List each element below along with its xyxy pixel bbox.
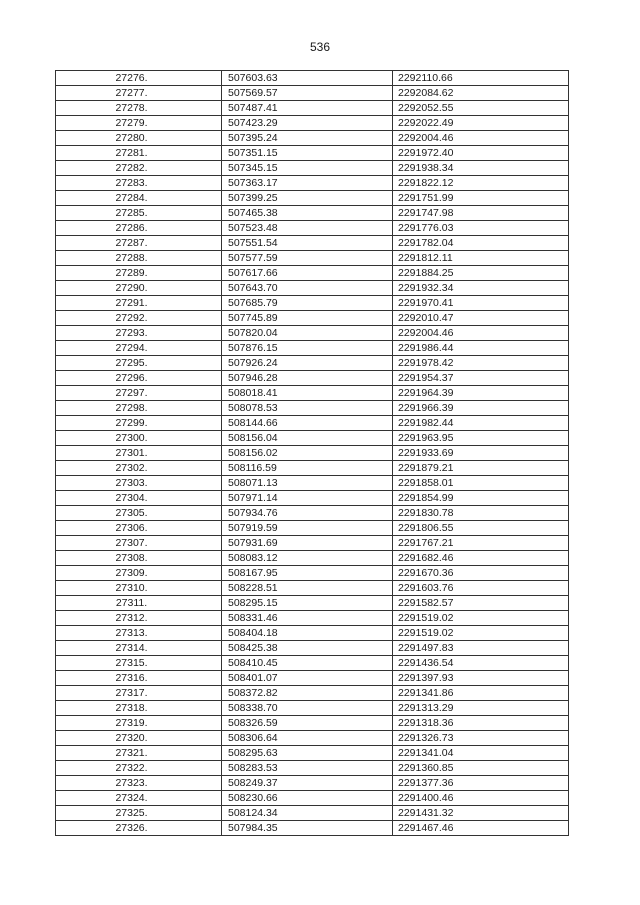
y-coordinate-cell: 2291318.36: [393, 716, 569, 731]
table-row: [56, 521, 569, 536]
point-id-cell: 27295.: [56, 356, 222, 371]
y-coordinate-cell: 2291858.01: [393, 476, 569, 491]
x-coordinate-cell: 508167.95: [222, 566, 393, 581]
y-coordinate-cell: 2292004.46: [393, 326, 569, 341]
table-row: [56, 386, 569, 401]
point-id-cell: 27326.: [56, 821, 222, 836]
point-id-cell: 27305.: [56, 506, 222, 521]
y-coordinate-cell: 2291603.76: [393, 581, 569, 596]
point-id-cell: 27289.: [56, 266, 222, 281]
y-coordinate-cell: 2291377.36: [393, 776, 569, 791]
point-id-cell: 27324.: [56, 791, 222, 806]
point-id-cell: 27294.: [56, 341, 222, 356]
point-id-cell: 27281.: [56, 146, 222, 161]
x-coordinate-cell: 507931.69: [222, 536, 393, 551]
point-id-cell: 27313.: [56, 626, 222, 641]
y-coordinate-cell: 2291397.93: [393, 671, 569, 686]
table-row: [56, 566, 569, 581]
page-number: 536: [309, 40, 331, 54]
point-id-cell: 27284.: [56, 191, 222, 206]
point-id-cell: 27311.: [56, 596, 222, 611]
table-row: [56, 311, 569, 326]
point-id-cell: 27301.: [56, 446, 222, 461]
x-coordinate-cell: 508228.51: [222, 581, 393, 596]
y-coordinate-cell: 2291884.25: [393, 266, 569, 281]
table-row: [56, 266, 569, 281]
y-coordinate-cell: 2291519.02: [393, 611, 569, 626]
point-id-cell: 27296.: [56, 371, 222, 386]
table-row: [56, 671, 569, 686]
point-id-cell: 27304.: [56, 491, 222, 506]
y-coordinate-cell: 2292004.46: [393, 131, 569, 146]
x-coordinate-cell: 508410.45: [222, 656, 393, 671]
table-row: [56, 161, 569, 176]
x-coordinate-cell: 508372.82: [222, 686, 393, 701]
table-row: [56, 611, 569, 626]
table-row: [56, 101, 569, 116]
point-id-cell: 27321.: [56, 746, 222, 761]
table-row: [56, 281, 569, 296]
y-coordinate-cell: 2291751.99: [393, 191, 569, 206]
x-coordinate-cell: 507569.57: [222, 86, 393, 101]
x-coordinate-cell: 508306.64: [222, 731, 393, 746]
point-id-cell: 27286.: [56, 221, 222, 236]
x-coordinate-cell: 507820.04: [222, 326, 393, 341]
y-coordinate-cell: 2291341.04: [393, 746, 569, 761]
point-id-cell: 27276.: [56, 71, 222, 86]
point-id-cell: 27291.: [56, 296, 222, 311]
table-row: [56, 236, 569, 251]
x-coordinate-cell: 507345.15: [222, 161, 393, 176]
x-coordinate-cell: 508295.15: [222, 596, 393, 611]
point-id-cell: 27310.: [56, 581, 222, 596]
table-row: [56, 641, 569, 656]
y-coordinate-cell: 2291670.36: [393, 566, 569, 581]
x-coordinate-cell: 508249.37: [222, 776, 393, 791]
table-row: [56, 476, 569, 491]
y-coordinate-cell: 2291782.04: [393, 236, 569, 251]
y-coordinate-cell: 2291360.85: [393, 761, 569, 776]
x-coordinate-cell: 507399.25: [222, 191, 393, 206]
y-coordinate-cell: 2291313.29: [393, 701, 569, 716]
table-row: [56, 221, 569, 236]
x-coordinate-cell: 507876.15: [222, 341, 393, 356]
y-coordinate-cell: 2291982.44: [393, 416, 569, 431]
y-coordinate-cell: 2291582.57: [393, 596, 569, 611]
x-coordinate-cell: 508331.46: [222, 611, 393, 626]
point-id-cell: 27280.: [56, 131, 222, 146]
x-coordinate-cell: 508144.66: [222, 416, 393, 431]
point-id-cell: 27319.: [56, 716, 222, 731]
table-row: [56, 491, 569, 506]
point-id-cell: 27314.: [56, 641, 222, 656]
y-coordinate-cell: 2292022.49: [393, 116, 569, 131]
point-id-cell: 27320.: [56, 731, 222, 746]
x-coordinate-cell: 508295.63: [222, 746, 393, 761]
table-row: [56, 71, 569, 86]
y-coordinate-cell: 2291341.86: [393, 686, 569, 701]
table-row: [56, 131, 569, 146]
table-row: [56, 686, 569, 701]
y-coordinate-cell: 2291431.32: [393, 806, 569, 821]
x-coordinate-cell: 507523.48: [222, 221, 393, 236]
point-id-cell: 27318.: [56, 701, 222, 716]
point-id-cell: 27293.: [56, 326, 222, 341]
table-row: [56, 461, 569, 476]
table-row: [56, 551, 569, 566]
table-row: [56, 821, 569, 836]
x-coordinate-cell: 507971.14: [222, 491, 393, 506]
table-row: [56, 416, 569, 431]
table-row: [56, 431, 569, 446]
x-coordinate-cell: 508401.07: [222, 671, 393, 686]
point-id-cell: 27290.: [56, 281, 222, 296]
y-coordinate-cell: 2291964.39: [393, 386, 569, 401]
y-coordinate-cell: 2291436.54: [393, 656, 569, 671]
x-coordinate-cell: 508124.34: [222, 806, 393, 821]
x-coordinate-cell: 507487.41: [222, 101, 393, 116]
x-coordinate-cell: 507934.76: [222, 506, 393, 521]
table-row: [56, 776, 569, 791]
point-id-cell: 27288.: [56, 251, 222, 266]
x-coordinate-cell: 508116.59: [222, 461, 393, 476]
y-coordinate-cell: 2291954.37: [393, 371, 569, 386]
y-coordinate-cell: 2291326.73: [393, 731, 569, 746]
point-id-cell: 27297.: [56, 386, 222, 401]
x-coordinate-cell: 507551.54: [222, 236, 393, 251]
point-id-cell: 27302.: [56, 461, 222, 476]
coordinates-table: [55, 70, 569, 836]
table-row: [56, 176, 569, 191]
y-coordinate-cell: 2291972.40: [393, 146, 569, 161]
point-id-cell: 27298.: [56, 401, 222, 416]
x-coordinate-cell: 508283.53: [222, 761, 393, 776]
y-coordinate-cell: 2291519.02: [393, 626, 569, 641]
point-id-cell: 27312.: [56, 611, 222, 626]
point-id-cell: 27323.: [56, 776, 222, 791]
x-coordinate-cell: 507603.63: [222, 71, 393, 86]
x-coordinate-cell: 507351.15: [222, 146, 393, 161]
table-body: [56, 71, 569, 836]
point-id-cell: 27309.: [56, 566, 222, 581]
x-coordinate-cell: 508230.66: [222, 791, 393, 806]
point-id-cell: 27278.: [56, 101, 222, 116]
x-coordinate-cell: 508404.18: [222, 626, 393, 641]
y-coordinate-cell: 2291767.21: [393, 536, 569, 551]
point-id-cell: 27316.: [56, 671, 222, 686]
y-coordinate-cell: 2291932.34: [393, 281, 569, 296]
point-id-cell: 27303.: [56, 476, 222, 491]
y-coordinate-cell: 2291830.78: [393, 506, 569, 521]
y-coordinate-cell: 2292110.66: [393, 71, 569, 86]
x-coordinate-cell: 508326.59: [222, 716, 393, 731]
point-id-cell: 27277.: [56, 86, 222, 101]
table-row: [56, 326, 569, 341]
x-coordinate-cell: 507363.17: [222, 176, 393, 191]
x-coordinate-cell: 507984.35: [222, 821, 393, 836]
x-coordinate-cell: 507926.24: [222, 356, 393, 371]
point-id-cell: 27285.: [56, 206, 222, 221]
table-row: [56, 401, 569, 416]
y-coordinate-cell: 2291497.83: [393, 641, 569, 656]
table-row: [56, 251, 569, 266]
x-coordinate-cell: 508018.41: [222, 386, 393, 401]
table-row: [56, 371, 569, 386]
x-coordinate-cell: 507423.29: [222, 116, 393, 131]
y-coordinate-cell: 2291812.11: [393, 251, 569, 266]
x-coordinate-cell: 508425.38: [222, 641, 393, 656]
x-coordinate-cell: 508156.04: [222, 431, 393, 446]
table-row: [56, 356, 569, 371]
point-id-cell: 27322.: [56, 761, 222, 776]
table-row: [56, 716, 569, 731]
table-row: [56, 191, 569, 206]
x-coordinate-cell: 507577.59: [222, 251, 393, 266]
y-coordinate-cell: 2292084.62: [393, 86, 569, 101]
point-id-cell: 27283.: [56, 176, 222, 191]
y-coordinate-cell: 2291879.21: [393, 461, 569, 476]
point-id-cell: 27315.: [56, 656, 222, 671]
table-row: [56, 536, 569, 551]
table-row: [56, 581, 569, 596]
y-coordinate-cell: 2291747.98: [393, 206, 569, 221]
point-id-cell: 27306.: [56, 521, 222, 536]
table-row: [56, 116, 569, 131]
y-coordinate-cell: 2291400.46: [393, 791, 569, 806]
point-id-cell: 27279.: [56, 116, 222, 131]
x-coordinate-cell: 507946.28: [222, 371, 393, 386]
point-id-cell: 27308.: [56, 551, 222, 566]
x-coordinate-cell: 507465.38: [222, 206, 393, 221]
table-row: [56, 206, 569, 221]
x-coordinate-cell: 507919.59: [222, 521, 393, 536]
point-id-cell: 27282.: [56, 161, 222, 176]
y-coordinate-cell: 2291806.55: [393, 521, 569, 536]
x-coordinate-cell: 508083.12: [222, 551, 393, 566]
y-coordinate-cell: 2291938.34: [393, 161, 569, 176]
point-id-cell: 27299.: [56, 416, 222, 431]
table-row: [56, 146, 569, 161]
table-row: [56, 656, 569, 671]
y-coordinate-cell: 2291963.95: [393, 431, 569, 446]
table-row: [56, 86, 569, 101]
x-coordinate-cell: 508338.70: [222, 701, 393, 716]
table-row: [56, 806, 569, 821]
point-id-cell: 27317.: [56, 686, 222, 701]
table-row: [56, 701, 569, 716]
x-coordinate-cell: 507685.79: [222, 296, 393, 311]
y-coordinate-cell: 2292052.55: [393, 101, 569, 116]
y-coordinate-cell: 2291682.46: [393, 551, 569, 566]
y-coordinate-cell: 2292010.47: [393, 311, 569, 326]
y-coordinate-cell: 2291966.39: [393, 401, 569, 416]
table-row: [56, 506, 569, 521]
point-id-cell: 27292.: [56, 311, 222, 326]
y-coordinate-cell: 2291970.41: [393, 296, 569, 311]
x-coordinate-cell: 507617.66: [222, 266, 393, 281]
table-row: [56, 596, 569, 611]
y-coordinate-cell: 2291467.46: [393, 821, 569, 836]
table-row: [56, 626, 569, 641]
x-coordinate-cell: 508071.13: [222, 476, 393, 491]
point-id-cell: 27307.: [56, 536, 222, 551]
y-coordinate-cell: 2291854.99: [393, 491, 569, 506]
y-coordinate-cell: 2291978.42: [393, 356, 569, 371]
table-row: [56, 296, 569, 311]
table-row: [56, 761, 569, 776]
table-row: [56, 446, 569, 461]
point-id-cell: 27300.: [56, 431, 222, 446]
x-coordinate-cell: 507745.89: [222, 311, 393, 326]
y-coordinate-cell: 2291822.12: [393, 176, 569, 191]
table-row: [56, 746, 569, 761]
table-row: [56, 791, 569, 806]
table-row: [56, 341, 569, 356]
y-coordinate-cell: 2291986.44: [393, 341, 569, 356]
y-coordinate-cell: 2291776.03: [393, 221, 569, 236]
x-coordinate-cell: 508078.53: [222, 401, 393, 416]
x-coordinate-cell: 507395.24: [222, 131, 393, 146]
point-id-cell: 27325.: [56, 806, 222, 821]
x-coordinate-cell: 507643.70: [222, 281, 393, 296]
point-id-cell: 27287.: [56, 236, 222, 251]
table-row: [56, 731, 569, 746]
x-coordinate-cell: 508156.02: [222, 446, 393, 461]
y-coordinate-cell: 2291933.69: [393, 446, 569, 461]
